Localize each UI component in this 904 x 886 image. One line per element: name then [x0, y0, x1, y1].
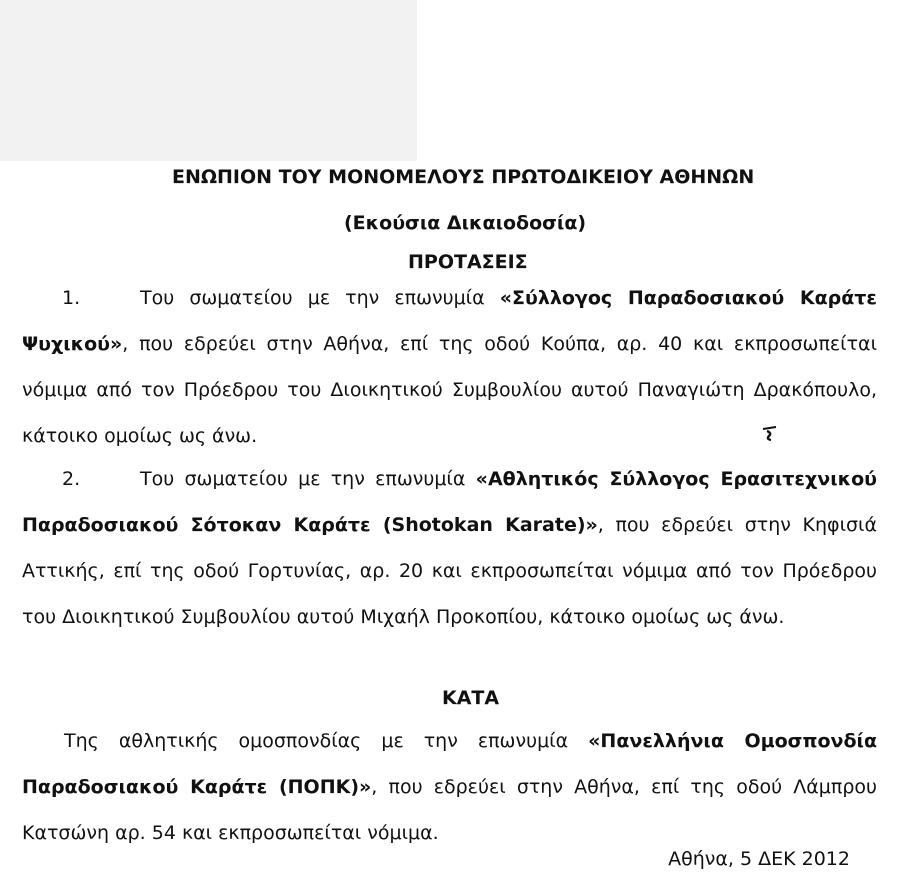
respondent-name: «Πανελλήνια Ομοσπονδία Παραδοσιακού Καράτε (ΠΟΠΚ)» [22, 730, 877, 798]
party-2-number: 2. [62, 468, 81, 490]
respondent-details: , που εδρεύει στην Αθήνα, επί της οδού Λάμπρου Κατσώνη αρ. 54 και εκπροσωπείται νόμιμα. [22, 776, 877, 844]
party-2-intro: Του σωματείου με την επωνυμία [140, 468, 476, 490]
party-2-paragraph [22, 456, 877, 640]
party-1-name: «Σύλλογος Παραδοσιακού Καράτε Ψυχικού» [22, 287, 877, 355]
party-2-name: «Αθλητικός Σύλλογος Ερασιτεχνικού Παραδοσιακού Σότοκαν Καράτε (Shotokan Karate)» [22, 468, 877, 536]
procedure-subheading: (Εκούσια Δικαιοδοσία) [344, 212, 587, 234]
party-2-details: , που εδρεύει στην Κηφισιά Αττικής, επί της οδού Γορτυνίας, αρ. 20 και εκπροσωπείται νόμιμα από τον Πρόεδρου του Διοικητικού Συμβουλίου αυτού Μιχαήλ Προκοπίου, κάτοικο ομοίως ως άνω. [22, 514, 877, 628]
party-1-details: , που εδρεύει στην Αθήνα, επί της οδού Κούπα, αρ. 40 και εκπροσωπείται νόμιμα από τον Πρόεδρου του Διοικητικού Συμβουλίου αυτού Παναγιώτη Δρακόπουλο, κάτοικο ομοίως ως άνω. [22, 333, 877, 447]
respondent-paragraph [22, 718, 877, 856]
party-1-number: 1. [62, 287, 81, 309]
proposals-heading: ΠΡΟΤΑΣΕΙΣ [408, 251, 528, 273]
party-1-paragraph [22, 275, 877, 459]
respondent-intro: Της αθλητικής ομοσπονδίας με την επωνυμία [64, 730, 589, 752]
document-page [22, 0, 877, 886]
ink-mark-icon [760, 424, 780, 442]
against-heading: ΚΑΤΑ [442, 687, 500, 709]
party-1-intro: Του σωματείου με την επωνυμία [140, 287, 500, 309]
court-heading: ΕΝΩΠΙΟΝ ΤΟΥ ΜΟΝΟΜΕΛΟΥΣ ΠΡΩΤΟΔΙΚΕΙΟΥ ΑΘΗΝΩΝ [172, 166, 755, 188]
document-date: Αθήνα, 5 ΔΕΚ 2012 [668, 848, 850, 870]
